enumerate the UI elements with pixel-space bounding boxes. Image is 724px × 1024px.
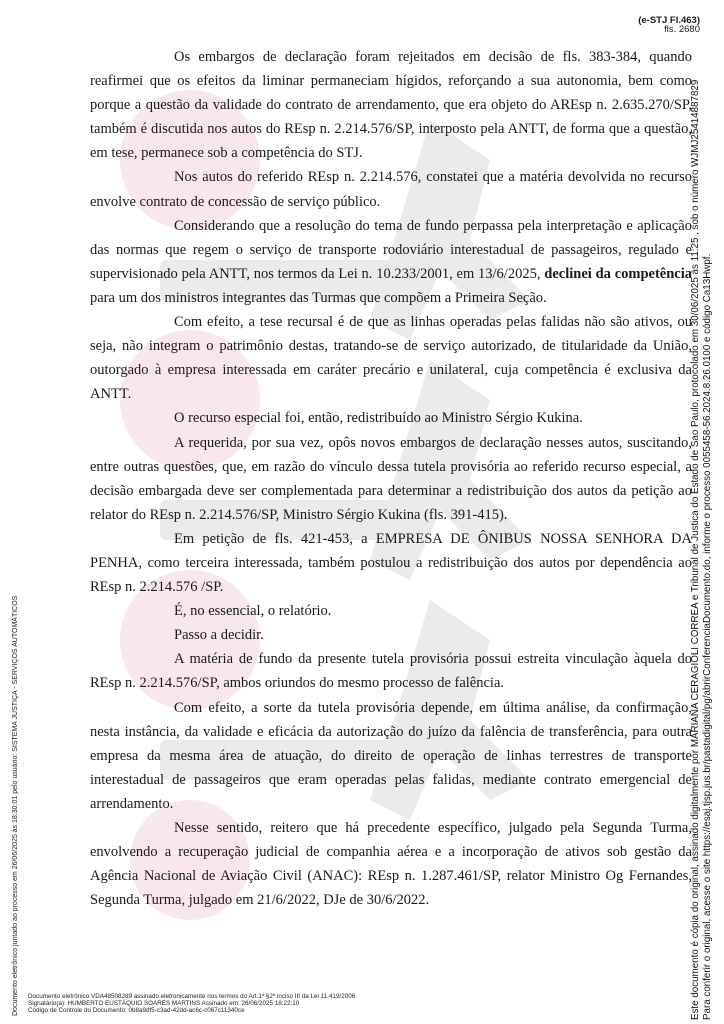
paragraph: Nesse sentido, reitero que há precedente específico, julgado pela Segunda Turma, envolvendo a recuperação judicial de companhia aérea e a incorporação de ativos sob gestão da Agência Nacional de Aviação Civil (ANAC): REsp n. 1.287.461/SP, relator Ministro Og Fernandes, Segunda Turma, julgado em 21/6/2022, DJe de 30/6/2022. bbox=[90, 820, 692, 909]
paragraph: Nos autos do referido REsp n. 2.214.576, constatei que a matéria devolvida no recurso envolve contrato de concessão de serviço público. bbox=[90, 169, 692, 210]
paragraph: Passo a decidir. bbox=[174, 627, 264, 644]
paragraph: Com efeito, a tese recursal é de que as linhas operadas pelas falidas não são ativos, ou seja, não integram o patrimônio destas, tratando-se de serviço autorizado, de titularidade da União, outorgado à empresa interessada em caráter precário e unilateral, cuja competência é exclusiva da ANTT. bbox=[90, 314, 692, 403]
bold-emphasis: declinei da competência bbox=[544, 265, 692, 282]
right-margin-annotation bbox=[690, 80, 713, 1020]
paragraph-text: para um dos ministros integrantes das Turmas que compõem a Primeira Seção. bbox=[90, 289, 547, 306]
stj-page-reference: (e-STJ Fl.463) bbox=[638, 15, 700, 26]
signature-footer bbox=[28, 993, 355, 1014]
paragraph: A matéria de fundo da presente tutela provisória possui estreita vinculação àquela do REsp n. 2.214.576/SP, ambos oriundos do mesmo processo de falência. bbox=[90, 651, 692, 692]
paragraph: Os embargos de declaração foram rejeitados em decisão de fls. 383-384, quando reafirmei que os efeitos da liminar permaneciam hígidos, reforçando a sua autonomia, bem como porque a questão da validade do contrato de arrendamento, que era objeto do AREsp n. 2.635.270/SP, também é discutida nos autos do REsp n. 2.214.576/SP, interposto pela ANTT, de forma que a questão, em tese, permanece sob a competência do STJ. bbox=[90, 49, 692, 162]
decision-body bbox=[90, 45, 692, 912]
footer-line: Documento eletrônico VDA48508289 assinado eletronicamente nos termos do Art.1º §2º inciso III da Lei 11.419/2006 bbox=[28, 993, 356, 1000]
paragraph bbox=[90, 214, 692, 310]
footer-line: Signatário(a): HUMBERTO EUSTÁQUIO SOARES MARTINS Assinado em: 26/06/2025 18:22:10 bbox=[28, 1000, 300, 1007]
left-margin-annotation: Documento eletrônico juntado ao processo em 26/06/2025 às 18:30:01 pelo usuário: SISTEMA JUSTIÇA - SERVIÇOS AUTOMÁTICOS bbox=[12, 595, 19, 1016]
verification-notice: Para conferir o original, acesse o site https://esaj.tjsp.jus.br/pastadigital/pg/abrirConferenciaDocumento.do, informe o processo 0055458-56.2024.8.26.0100 e código Ca13Hwpf. bbox=[701, 253, 713, 1020]
paragraph: Com efeito, a sorte da tutela provisória depende, em última análise, da confirmação, nesta instância, da validade e eficácia da autorização do juízo da falência de transferência, para outra empresa da mesma área de atuação, do direito de operação de linhas terrestres de transporte interestadual de passageiros que eram operadas pelas falidas, mediante contrato emergencial de arrendamento. bbox=[90, 699, 692, 812]
folio-number: fls. 2680 bbox=[664, 24, 700, 35]
paragraph: Em petição de fls. 421-453, a EMPRESA DE ÔNIBUS NOSSA SENHORA DA PENHA, como terceira interessada, também postulou a redistribuição dos autos por dependência ao REsp n. 2.214.576 /SP. bbox=[90, 530, 692, 596]
paragraph: É, no essencial, o relatório. bbox=[174, 603, 332, 620]
paragraph-text: Considerando que a resolução do tema de fundo perpassa pela interpretação e aplicação das normas que regem o serviço de transporte rodoviário interestadual de passageiros, regulado e supervisionado pela ANTT, nos termos da Lei n. 10.233/2001, em 13/6/2025, bbox=[90, 217, 692, 282]
copy-notice: Este documento é cópia do original, assinado digitalmente por MARIANA CERAGIOLI CORREA e Tribunal de Justica do Estado de Sao Paulo, protocolado em 30/06/2025 às 11:25 , sob o número WJMJ25414887829 bbox=[690, 79, 701, 1020]
paragraph: O recurso especial foi, então, redistribuído ao Ministro Sérgio Kukina. bbox=[174, 410, 583, 427]
paragraph: A requerida, por sua vez, opôs novos embargos de declaração nesses autos, suscitando, entre outras questões, que, em razão do vínculo dessa tutela provisória ao referido recurso especial, a decisão embargada deve ser complementada para determinar a redistribuição dos autos da petição ao relator do REsp n. 2.214.576/SP, Ministro Sérgio Kukina (fls. 391-415). bbox=[90, 434, 692, 523]
page-stamp bbox=[638, 16, 700, 34]
footer-line: Código de Controle do Documento: 0b8a9df5-c3ad-42dd-ac6c-c067c11340ce bbox=[28, 1007, 245, 1014]
